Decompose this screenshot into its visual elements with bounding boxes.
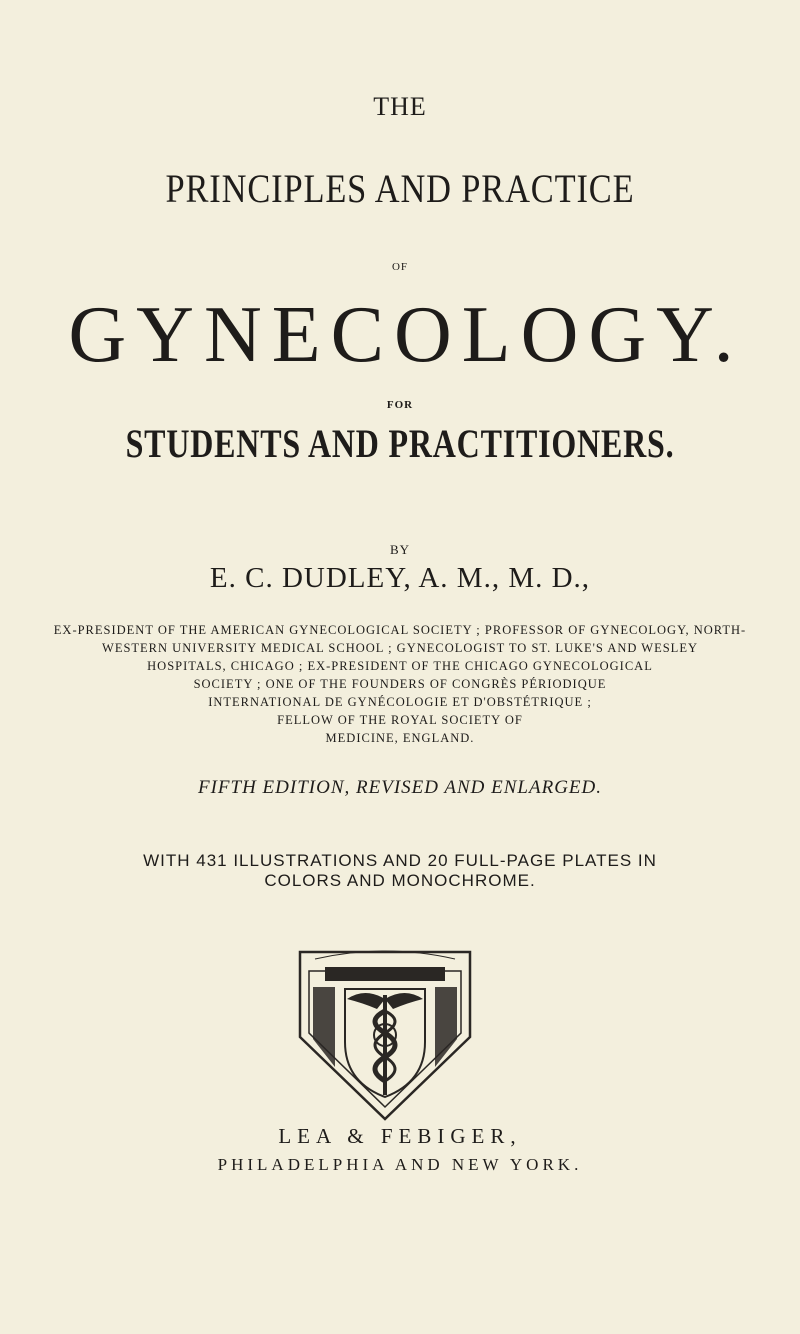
title-the: THE	[373, 92, 427, 121]
publisher-name: LEA & FEBIGER,	[278, 1124, 522, 1148]
illustrations-line: WITH 431 ILLUSTRATIONS AND 20 FULL-PAGE PLATES IN	[143, 851, 657, 870]
credentials-line: WESTERN UNIVERSITY MEDICAL SCHOOL ; GYNECOLOGIST TO ST. LUKE'S AND WESLEY	[102, 641, 698, 655]
title-audience: STUDENTS AND PRACTITIONERS.	[125, 421, 675, 466]
credentials-line: FELLOW OF THE ROYAL SOCIETY OF	[277, 713, 523, 727]
edition-statement: FIFTH EDITION, REVISED AND ENLARGED.	[197, 777, 602, 798]
title-principles: PRINCIPLES AND PRACTICE	[165, 166, 635, 211]
publisher-device-icon	[295, 947, 475, 1127]
title-subject: GYNECOLOGY.	[68, 291, 744, 379]
credentials-line: EX-PRESIDENT OF THE AMERICAN GYNECOLOGICAL SOCIETY ; PROFESSOR OF GYNECOLOGY, NORTH-	[53, 623, 747, 637]
credentials-line: HOSPITALS, CHICAGO ; EX-PRESIDENT OF THE CHICAGO GYNECOLOGICAL	[147, 659, 653, 673]
credentials-line: SOCIETY ; ONE OF THE FOUNDERS OF CONGRÈS PÉRIODIQUE	[193, 677, 607, 691]
illustrations-line: COLORS AND MONOCHROME.	[264, 871, 536, 890]
title-of: OF	[391, 261, 409, 273]
credentials-line: MEDICINE, ENGLAND.	[325, 731, 475, 745]
title-for: FOR	[386, 399, 414, 411]
illustrations-statement	[0, 851, 800, 891]
author-credentials	[40, 621, 760, 747]
title-by: BY	[389, 542, 411, 557]
publisher-location: PHILADELPHIA AND NEW YORK.	[217, 1155, 583, 1174]
credentials-line: INTERNATIONAL DE GYNÉCOLOGIE ET D'OBSTÉTRIQUE ;	[208, 695, 592, 709]
author-name: E. C. DUDLEY, A. M., M. D.,	[209, 562, 591, 594]
